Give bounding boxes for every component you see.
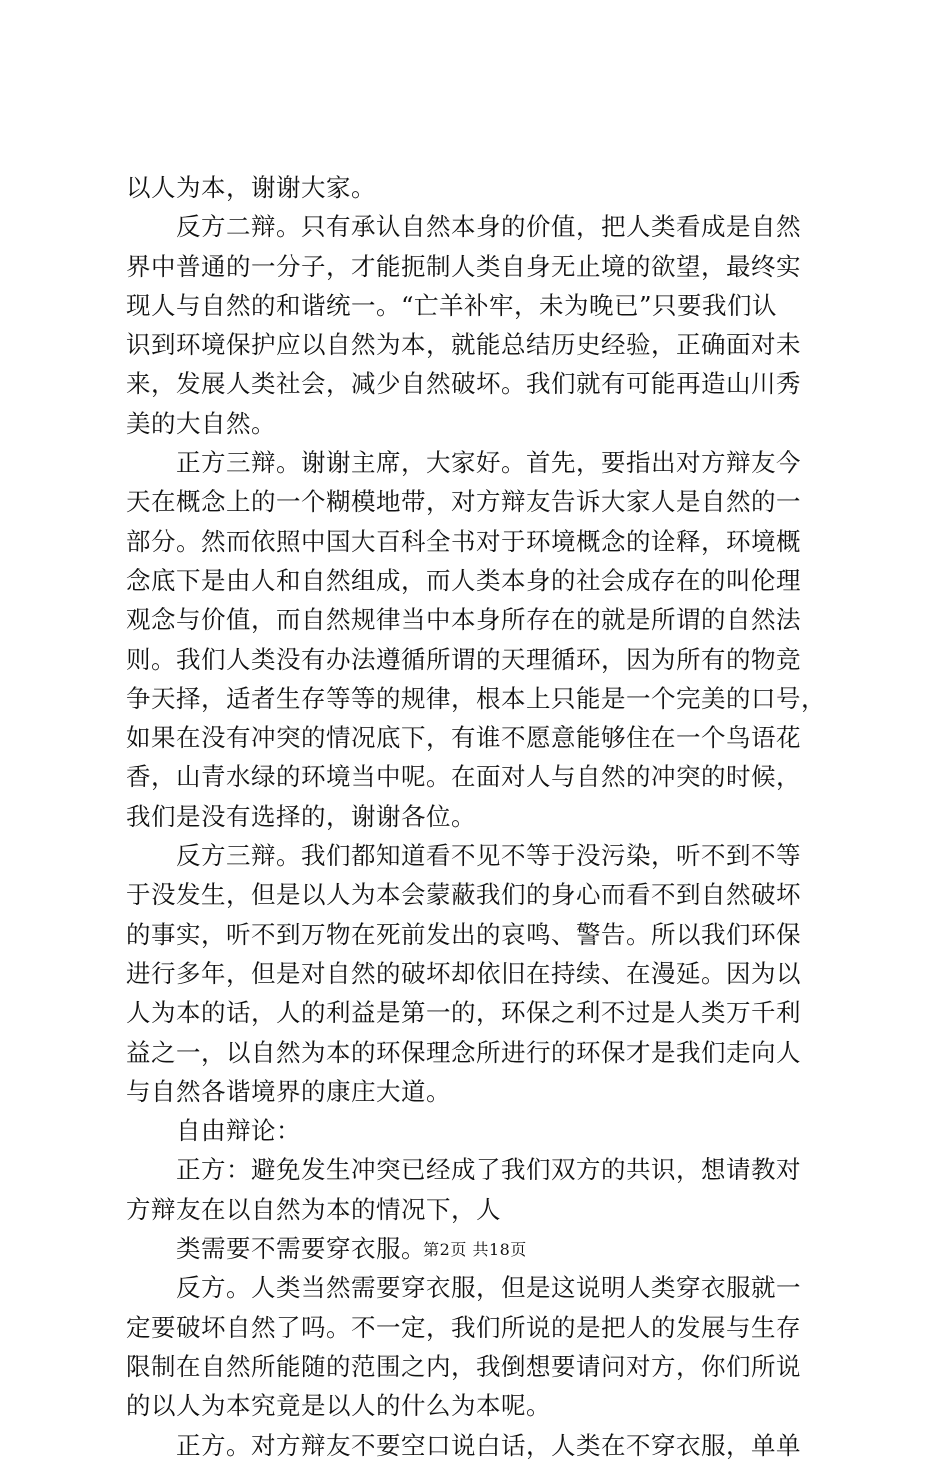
text-line: 定要破坏自然了吗。不一定，我们所说的是把人的发展与生存	[126, 1312, 801, 1342]
text-line: 方辩友在以自然为本的情况下，人	[126, 1194, 501, 1224]
text-line: 于没发生，但是以人为本会蒙蔽我们的身心而看不到自然破坏	[126, 880, 801, 910]
text-line: 的以人为本究竟是以人的什么为本呢。	[126, 1391, 551, 1421]
text-line: 人为本的话，人的利益是第一的，环保之利不过是人类万千利	[126, 998, 801, 1028]
text-line: 类需要不需要穿衣服。	[126, 1234, 426, 1264]
text-line: 美的大自然。	[126, 408, 276, 438]
text-line: 益之一，以自然为本的环保理念所进行的环保才是我们走向人	[126, 1037, 801, 1067]
text-line: 正方：避免发生冲突已经成了我们双方的共识，想请教对	[126, 1155, 801, 1185]
text-line: 反方二辩。只有承认自然本身的价值，把人类看成是自然	[126, 212, 801, 242]
text-line: 反方。人类当然需要穿衣服，但是这说明人类穿衣服就一	[126, 1273, 801, 1303]
text-line: 则。我们人类没有办法遵循所谓的天理循环，因为所有的物竞	[126, 644, 801, 674]
text-line: 限制在自然所能随的范围之内，我倒想要请问对方，你们所说	[126, 1351, 801, 1381]
text-line: 天在概念上的一个糊模地带，对方辩友告诉大家人是自然的一	[126, 487, 801, 517]
text-line: 与自然各谐境界的康庄大道。	[126, 1076, 451, 1106]
text-line: 正方三辩。谢谢主席，大家好。首先，要指出对方辩友今	[126, 448, 801, 478]
text-line: 正方。对方辩友不要空口说白话，人类在不穿衣服，单单	[126, 1430, 801, 1460]
text-line: 来，发展人类社会，减少自然破坏。我们就有可能再造山川秀	[126, 369, 801, 399]
page-footer: 第2页 共18页	[423, 1240, 527, 1259]
text-line: 现人与自然的和谐统一。“亡羊补牢，未为晚已”只要我们认	[126, 290, 778, 320]
text-line: 部分。然而依照中国大百科全书对于环境概念的诠释，环境概	[126, 526, 801, 556]
text-line: 自由辩论：	[126, 1116, 301, 1146]
text-line: 的事实，听不到万物在死前发出的哀鸣、警告。所以我们环保	[126, 919, 801, 949]
document-body	[126, 168, 838, 1465]
text-line: 观念与价值，而自然规律当中本身所存在的就是所谓的自然法	[126, 605, 801, 635]
text-line: 香，山青水绿的环境当中呢。在面对人与自然的冲突的时候，	[126, 762, 801, 792]
text-line: 念底下是由人和自然组成，而人类本身的社会成存在的叫伦理	[126, 565, 801, 595]
text-line: 如果在没有冲突的情况底下，有谁不愿意能够住在一个鸟语花	[126, 723, 801, 753]
text-line: 识到环境保护应以自然为本，就能总结历史经验，正确面对未	[126, 330, 801, 360]
text-line: 界中普通的一分子，才能扼制人类自身无止境的欲望，最终实	[126, 251, 801, 281]
text-line: 争天择，适者生存等等的规律，根本上只能是一个完美的口号，	[126, 683, 826, 713]
text-line: 以人为本，谢谢大家。	[126, 173, 376, 202]
text-line: 进行多年，但是对自然的破坏却依旧在持续、在漫延。因为以	[126, 958, 801, 988]
text-line: 反方三辩。我们都知道看不见不等于没污染，听不到不等	[126, 841, 801, 871]
text-line: 我们是没有选择的，谢谢各位。	[126, 801, 476, 831]
